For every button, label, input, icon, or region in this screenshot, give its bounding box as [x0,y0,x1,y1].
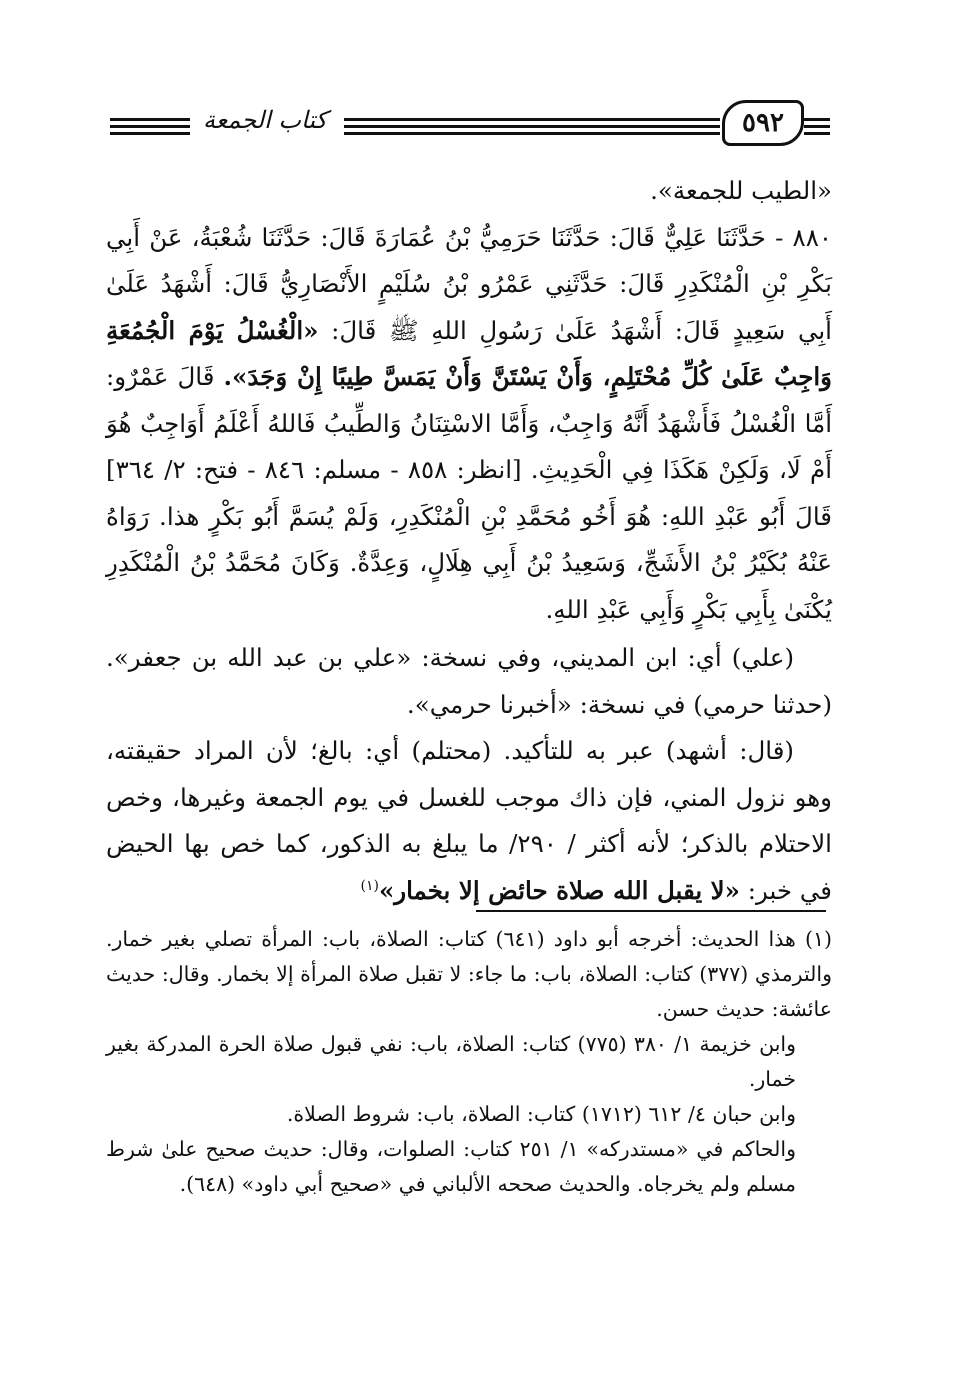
header-rule [344,125,720,128]
commentary-paragraph: (علي) أي: ابن المديني، وفي نسخة: «علي بن عبد الله بن جعفر». (حدثنا حرمي) في نسخة: «أخبرنا حرمي». [106,643,832,719]
header-rule [804,118,830,121]
header-rule [804,132,830,135]
header-rule [110,125,190,128]
footnotes [106,922,832,1202]
hadith-paragraph [106,215,832,634]
page-header [110,96,830,152]
header-rule [344,132,720,135]
footnote-1-continuation: وابن حبان ٤/ ٦١٢ (١٧١٢) كتاب: الصلاة، باب: شروط الصلاة. [286,1102,796,1126]
main-text [106,168,832,914]
header-rule [344,118,720,121]
commentary-text: (قال: أشهد) عبر به للتأكيد. (محتلم) أي: بالغ؛ لأن المراد حقيقته، وهو نزول المني، فإن ذاك موجب للغسل في يوم الجمعة وغيرها، وخص الاحتلام بالذكر؛ لأنه أكثر / ٢٩٠/ ما يبلغ به الذكور، كما خص بها الحيض في خبر: [106,736,832,905]
commentary-paragraph [106,728,832,914]
header-rule [804,125,830,128]
header-rule [110,118,190,121]
header-rule [110,132,190,135]
footnote-1: (١) هذا الحديث: أخرجه أبو داود (٦٤١) كتاب: الصلاة، باب: المرأة تصلي بغير خمار. والترمذي (٣٧٧) كتاب: الصلاة، باب: ما جاء: لا تقبل صلاة المرأة إلا بخمار. وقال: حديث عائشة: حديث حسن. [106,927,832,1021]
hadith-number: ٨٨٠ - [775,222,833,252]
book-title: كتاب الجمعة [203,106,327,134]
footnote-separator [476,910,826,912]
intro-line: «الطيب للجمعة». [650,176,832,205]
footnote-1-continuation: وابن خزيمة ١/ ٣٨٠ (٧٧٥) كتاب: الصلاة، باب: نفي قبول صلاة الحرة المدركة بغير خمار. [106,1032,796,1091]
prophetic-words: «الْغُسْلُ يَوْمَ الْجُمُعَةِ وَاجِبٌ عَلَىٰ كُلِّ مُحْتَلِمٍ، وَأَنْ يَسْتَنَّ وَأَنْ يَمَسَّ طِيبًا إِنْ وَجَدَ». [106,315,832,391]
page-number: ٥٩٢ [722,100,804,146]
footnote-reference[interactable]: (١) [360,877,379,894]
footnote-1-continuation: والحاكم في «مستدركه» ١/ ٢٥١ كتاب: الصلوات، وقال: حديث صحيح علىٰ شرط مسلم ولم يخرجاه. والحديث صححه الألباني في «صحيح أبي داود» (٦٤٨). [106,1137,796,1196]
quoted-hadith: «لا يقبل الله صلاة حائض إلا بخمار» [378,875,740,905]
hadith-continuation: قَالَ عَمْرٌو: أَمَّا الْغُسْلُ فَأَشْهَدُ أَنَّهُ وَاجِبٌ، وَأَمَّا الاسْتِنَانُ وَالطِّيبُ فَاللهُ أَعْلَمُ أَوَاجِبٌ هُوَ أَمْ لَا، وَلَكِنْ هَكَذَا فِي الْحَدِيثِ. [106,362,833,484]
hadith-note: قَالَ أَبُو عَبْدِ اللهِ: هُوَ أَخُو مُحَمَّدِ بْنِ الْمُنْكَدِرِ، وَلَمْ يُسَمَّ أَبُو بَكْرٍ هذا. رَوَاهُ عَنْهُ بُكَيْرُ بْنُ الأَشَجِّ، وَسَعِيدُ بْنُ أَبِي هِلَالٍ، وَعِدَّةٌ. وَكَانَ مُحَمَّدُ بْنُ الْمُنْكَدِرِ يُكْنَىٰ بِأَبِي بَكْرٍ وَأَبِي عَبْدِ اللهِ. [106,501,832,624]
hadith-chain: حَدَّثَنَا عَلِيٌّ قَالَ: حَدَّثَنَا حَرَمِيُّ بْنُ عُمَارَةَ قَالَ: حَدَّثَنَا شُعْبَةُ، عَنْ أَبِي بَكْرِ بْنِ الْمُنْكَدِرِ قَالَ: حَدَّثَنِي عَمْرُو بْنُ سُلَيْمٍ الأَنْصَارِيُّ قَالَ: أَشْهَدُ عَلَىٰ أَبِي سَعِيدٍ قَالَ: أَشْهَدُ عَلَىٰ رَسُولِ اللهِ ﷺ قَالَ: [106,222,832,345]
hadith-reference: [انظر: ٨٥٨ - مسلم: ٨٤٦ - فتح: ٢/ ٣٦٤] [106,455,522,484]
